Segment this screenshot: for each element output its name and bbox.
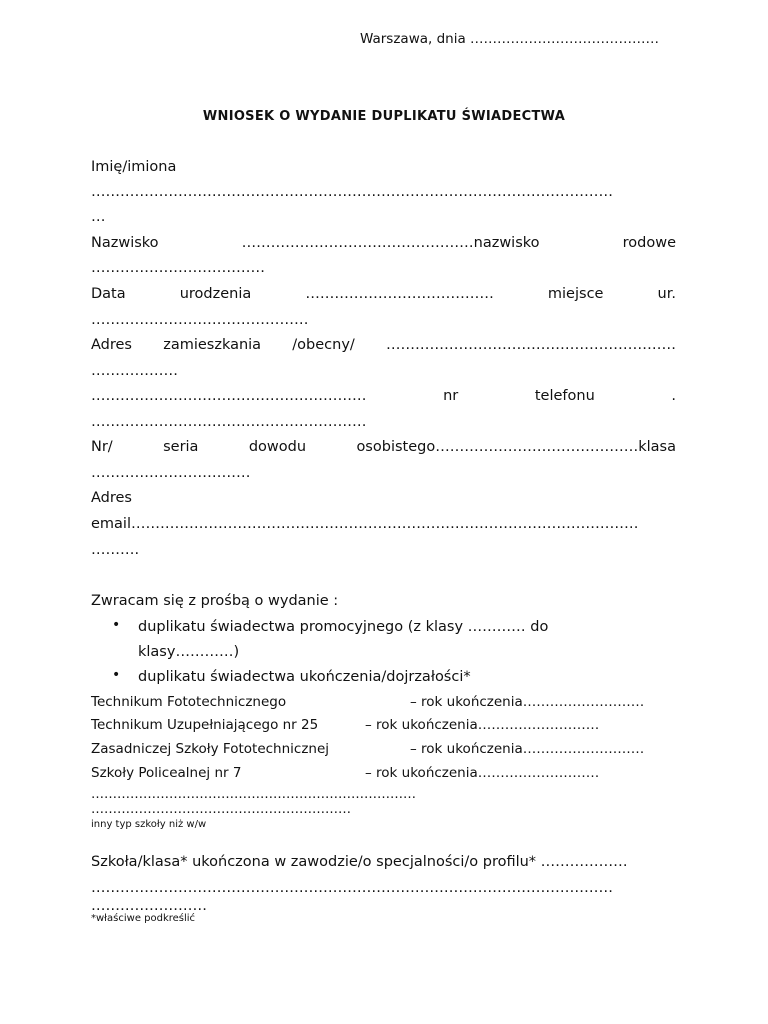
birth-place-label-1: miejsce xyxy=(547,286,604,302)
school-name[interactable]: Technikum Uzupełniającego nr 25 xyxy=(91,717,319,733)
birth-place-field[interactable]: ……………………………………… xyxy=(91,312,309,328)
first-name-label: Imię/imiona xyxy=(91,159,177,175)
email-field[interactable]: email…………………………………………………………………………………………… xyxy=(91,516,639,532)
surname-field[interactable]: …………………………………………nazwisko xyxy=(241,235,540,251)
birth-date-label-2: urodzenia xyxy=(179,286,252,302)
graduation-year-field[interactable]: – rok ukończenia……………………… xyxy=(410,694,645,710)
family-name-field[interactable]: ……………………………… xyxy=(91,260,265,276)
other-school-field-continued[interactable]: …………………………………………………… xyxy=(91,802,351,817)
birth-date-label-1: Data xyxy=(91,286,126,302)
graduation-year-field[interactable]: – rok ukończenia……………………… xyxy=(365,765,600,781)
class-field[interactable]: …………………………… xyxy=(91,465,251,481)
address-label-2: zamieszkania xyxy=(163,337,262,353)
first-name-field[interactable]: ……………………………………………………………………………………………… xyxy=(91,184,613,200)
request-intro: Zwracam się z prośbą o wydanie : xyxy=(91,593,339,609)
phone-row xyxy=(91,386,676,406)
school-name[interactable]: Zasadniczej Szkoły Fototechnicznej xyxy=(91,741,330,757)
profile-label[interactable]: Szkoła/klasa* ukończona w zawodzie/o specjalności/o profilu* ……………… xyxy=(91,854,628,870)
school-name[interactable]: Szkoły Policealnej nr 7 xyxy=(91,765,242,781)
phone-label-2: telefonu xyxy=(534,388,595,404)
id-label-2: seria xyxy=(163,439,199,455)
profile-field[interactable]: ……………………………………………………………………………………………… xyxy=(91,880,613,896)
address-field-line-3[interactable]: ………………………………………………… xyxy=(91,388,367,404)
address-label-3: /obecny/ xyxy=(292,337,355,353)
family-name-label: rodowe xyxy=(622,235,676,251)
bullet-icon: • xyxy=(112,617,121,633)
surname-row xyxy=(91,233,676,253)
footnote: *właściwe podkreślić xyxy=(91,913,196,924)
other-school-field[interactable]: ………………………………………………………………… xyxy=(91,787,416,802)
bullet-icon: • xyxy=(112,667,121,683)
address-field-continued[interactable]: ……………… xyxy=(91,363,178,379)
school-name[interactable]: Technikum Fototechnicznego xyxy=(91,694,287,710)
other-school-note: inny typ szkoły niż w/w xyxy=(91,819,207,830)
email-field-continued[interactable]: ………. xyxy=(91,542,140,558)
id-field[interactable]: osobistego……………………………………klasa xyxy=(356,439,676,455)
graduation-year-field[interactable]: – rok ukończenia……………………… xyxy=(365,717,600,733)
id-label-1: Nr/ xyxy=(91,439,113,455)
id-label-3: dowodu xyxy=(248,439,307,455)
phone-field[interactable]: ………………………………………………… xyxy=(91,414,367,430)
address-label-1: Adres xyxy=(91,337,132,353)
profile-field-continued[interactable]: …………………… xyxy=(91,898,207,914)
phone-dot: . xyxy=(671,388,676,404)
graduation-year-field[interactable]: – rok ukończenia……………………… xyxy=(410,741,645,757)
birth-date-field[interactable]: ………………………………… xyxy=(305,286,494,302)
promotion-certificate-option[interactable]: duplikatu świadectwa promocyjnego (z klasy ………… do xyxy=(138,619,549,635)
email-label: Adres xyxy=(91,490,132,506)
place-date: Warszawa, dnia …………………………………… xyxy=(360,31,660,47)
birth-row xyxy=(91,284,676,304)
first-name-field-continued[interactable]: … xyxy=(91,209,106,225)
form-title: WNIOSEK O WYDANIE DUPLIKATU ŚWIADECTWA xyxy=(202,109,566,124)
graduation-certificate-option[interactable]: duplikatu świadectwa ukończenia/dojrzałości* xyxy=(138,669,471,685)
address-row xyxy=(91,335,676,355)
phone-label-1: nr xyxy=(443,388,459,404)
address-field[interactable]: …………………………………………………… xyxy=(386,337,676,353)
promotion-certificate-option-continued[interactable]: klasy…………) xyxy=(138,644,240,660)
surname-label: Nazwisko xyxy=(91,235,159,251)
id-row xyxy=(91,437,676,457)
birth-place-label-2: ur. xyxy=(657,286,676,302)
